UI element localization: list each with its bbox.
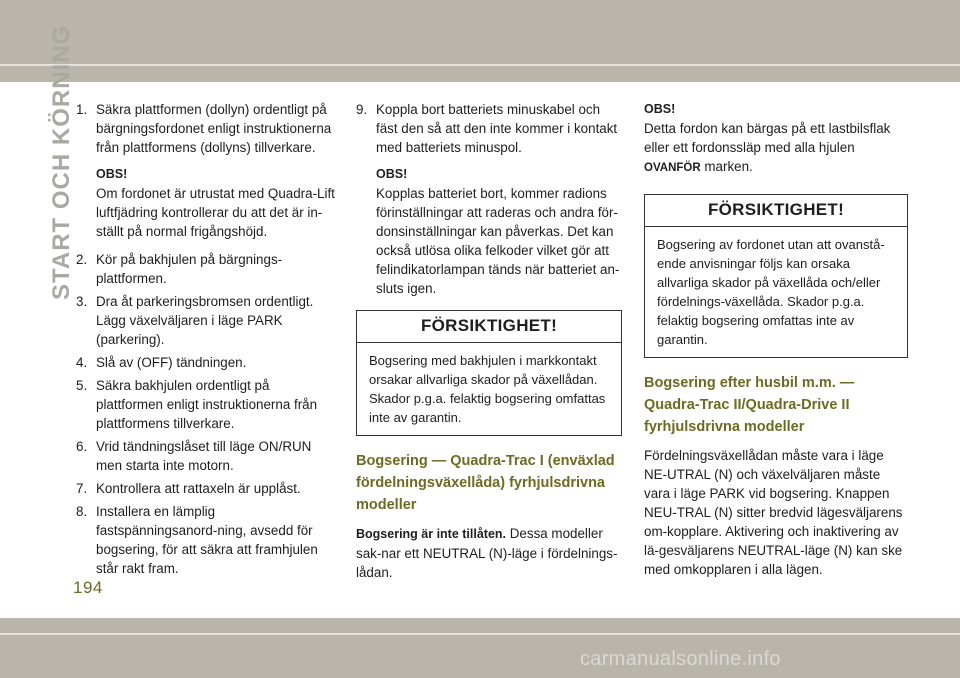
paragraph-text: Dessa modeller sak-nar ett NEUTRAL (N)-läge i fördelnings-lådan. [356, 526, 618, 580]
warning-box [356, 310, 622, 436]
list-item [76, 479, 339, 498]
footer-stripe [0, 633, 960, 635]
note-title: OBS! [644, 102, 676, 116]
list-number: 3. [76, 294, 88, 309]
list-item [356, 100, 622, 157]
list-item [76, 376, 339, 433]
list-item [76, 292, 339, 349]
note-title: OBS! [376, 167, 408, 181]
list-text: Installera en lämplig fastspänningsanord-ning, avsedd för bogsering, för att säkra att framhjulen står rakt fram. [96, 504, 318, 576]
list-text: Dra åt parkeringsbromsen ordentligt. Lägg växelväljaren i läge PARK (parkering). [96, 294, 314, 347]
list-item [76, 100, 339, 157]
column-1 [76, 100, 339, 582]
warning-box [644, 194, 908, 358]
note-text: Kopplas batteriet bort, kommer radions förinställningar att raderas och andra för-donsinställningar kan påverkas. Det kan också utlösa olika felkoder vilket gör att felindikatorlampan tänds när batteriet an-sluts igen. [376, 186, 620, 296]
warning-text: Bogsering av fordonet utan att ovanstå-ende anvisningar följs kan orsaka allvarliga skador på växellåda och/eller fördelnings-växellåda. Skador p.g.a. felaktig bogsering omfattas inte av garantin. [657, 237, 885, 347]
warning-title: FÖRSIKTIGHET! [645, 195, 907, 227]
footer-band [0, 618, 960, 678]
list-text: Kontrollera att rattaxeln är upplåst. [96, 481, 301, 496]
list-number: 9. [356, 102, 368, 117]
list-text: Kör på bakhjulen på bärgnings-plattformen. [96, 252, 283, 286]
list-number: 6. [76, 439, 88, 454]
list-item [76, 353, 339, 372]
list-item [76, 502, 339, 578]
list-number: 4. [76, 355, 88, 370]
list-text: Säkra plattformen (dollyn) ordentligt på bärgningsfordonet enligt instruktionerna från plattformens (dollyns) tillverkare. [96, 102, 332, 155]
paragraph [356, 524, 622, 582]
list-number: 8. [76, 504, 88, 519]
list-number: 2. [76, 252, 88, 267]
note-text: Om fordonet är utrustat med Quadra-Lift luftfjädring kontrollerar du att det är in-ställt på normal frigångshöjd. [96, 186, 335, 239]
note-text-part: Detta fordon kan bärgas på ett lastbilsflak eller ett fordonssläp med alla hjulen [644, 121, 891, 155]
page-number: 194 [73, 578, 103, 597]
list-item [76, 250, 339, 288]
note-title: OBS! [96, 167, 128, 181]
note-text-part: marken. [700, 159, 753, 174]
note-block [76, 165, 339, 241]
list-text: Koppla bort batteriets minuskabel och fäst den så att den inte kommer i kontakt med batteriets minuspol. [376, 102, 618, 155]
warning-text: Bogsering med bakhjulen i markkontakt orsakar allvarliga skador på växellådan. Skador p.g.a. felaktig bogsering omfattas inte av garantin. [369, 353, 606, 425]
header-stripe [0, 64, 960, 66]
list-text: Slå av (OFF) tändningen. [96, 355, 247, 370]
list-item [76, 437, 339, 475]
section-heading: Bogsering — Quadra-Trac I (enväxlad fördelningsväxellåda) fyrhjulsdrivna modeller [356, 453, 615, 513]
list-text: Säkra bakhjulen ordentligt på plattformen enligt instruktionerna från plattformens tillverkare. [96, 378, 318, 431]
list-text: Vrid tändningslåset till läge ON/RUN men starta inte motorn. [96, 439, 312, 473]
list-number: 5. [76, 378, 88, 393]
paragraph: Fördelningsväxellådan måste vara i läge NE-UTRAL (N) och växelväljaren måste vara i läge PARK vid bogsering. Knappen NEU-TRAL (N) sitter bredvid lägesväljarens om-kopplare. Aktivering och inaktivering av lä-gesväljarens NEUTRAL-läge (N) kan ske med omkopplaren i alla lägen. [644, 448, 903, 577]
note-emphasis: OVANFÖR [644, 162, 701, 174]
list-number: 7. [76, 481, 88, 496]
section-tab-label: START OCH KÖRNING [48, 24, 75, 300]
warning-title: FÖRSIKTIGHET! [357, 311, 621, 343]
note-block [356, 165, 622, 298]
column-2 [356, 100, 622, 582]
watermark: carmanualsonline.info [580, 648, 781, 670]
column-3 [644, 100, 908, 579]
note-text [644, 119, 908, 178]
header-band [0, 0, 960, 82]
paragraph-lead: Bogsering är inte tillåten. [356, 527, 507, 541]
section-heading: Bogsering efter husbil m.m. — Quadra-Trac II/Quadra-Drive II fyrhjulsdrivna modeller [644, 375, 855, 435]
list-number: 1. [76, 102, 88, 117]
